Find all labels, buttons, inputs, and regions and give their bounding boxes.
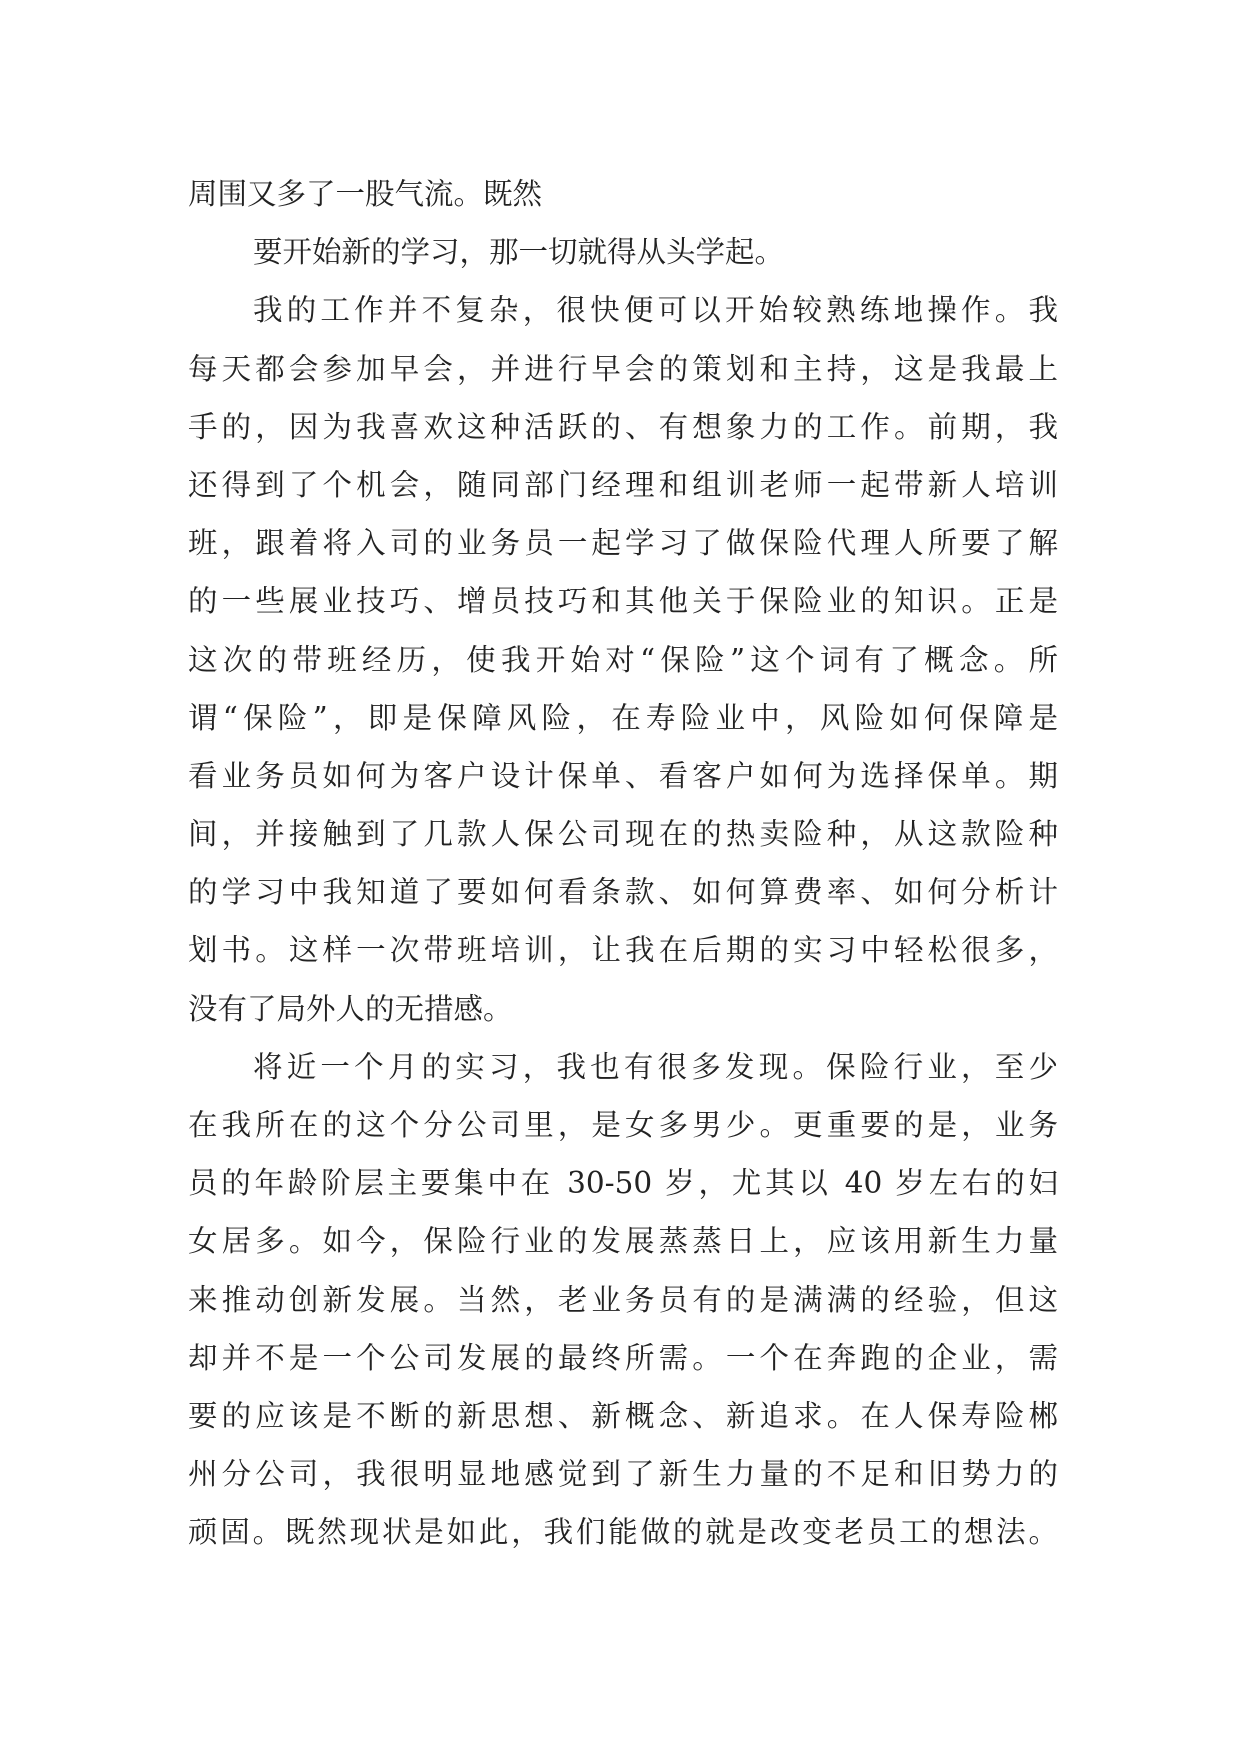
text-line: 的学习中我知道了要如何看条款、如何算费率、如何分析计 — [188, 875, 1058, 910]
text-line: 看业务员如何为客户设计保单、看客户如何为选择保单。期 — [188, 758, 1058, 793]
text-line: 手的，因为我喜欢这种活跃的、有想象力的工作。前期，我 — [188, 409, 1058, 444]
document-body — [188, 165, 1058, 1562]
text-line: 来推动创新发展。当然，老业务员有的是满满的经验，但这 — [188, 1282, 1058, 1317]
text-line: 每天都会参加早会，并进行早会的策划和主持，这是我最上 — [188, 351, 1058, 386]
text-line: 州分公司，我很明显地感觉到了新生力量的不足和旧势力的 — [188, 1457, 1058, 1492]
text-line: 将近一个月的实习，我也有很多发现。保险行业，至少 — [253, 1049, 1058, 1084]
text-line: 周围又多了一股气流。既然 — [188, 177, 543, 211]
text-line: 在我所在的这个分公司里，是女多男少。更重要的是，业务 — [188, 1108, 1058, 1142]
text-line: 划书。这样一次带班培训，让我在后期的实习中轻松很多， — [188, 933, 1058, 968]
text-line: 没有了局外人的无措感。 — [188, 991, 513, 1026]
text-line: 谓“保险”，即是保障风险，在寿险业中，风险如何保障是 — [188, 700, 1058, 735]
text-line: 员的年龄阶层主要集中在 30-50 岁，尤其以 40 岁左右的妇 — [188, 1166, 1058, 1201]
text-line: 顽固。既然现状是如此，我们能做的就是改变老员工的想法。 — [188, 1515, 1058, 1550]
text-line: 要的应该是不断的新思想、新概念、新追求。在人保寿险郴 — [188, 1398, 1058, 1433]
text-line: 女居多。如今，保险行业的发展蒸蒸日上，应该用新生力量 — [188, 1224, 1058, 1259]
text-line: 这次的带班经历，使我开始对“保险”这个词有了概念。所 — [188, 642, 1058, 677]
text-line: 还得到了个机会，随同部门经理和组训老师一起带新人培训 — [188, 467, 1058, 502]
text-line: 要开始新的学习，那一切就得从头学起。 — [253, 235, 785, 270]
text-line: 的一些展业技巧、增员技巧和其他关于保险业的知识。正是 — [188, 584, 1058, 619]
text-line: 却并不是一个公司发展的最终所需。一个在奔跑的企业，需 — [188, 1340, 1058, 1375]
text-line: 间，并接触到了几款人保公司现在的热卖险种，从这款险种 — [188, 817, 1058, 852]
text-line: 我的工作并不复杂，很快便可以开始较熟练地操作。我 — [253, 293, 1058, 328]
text-line: 班，跟着将入司的业务员一起学习了做保险代理人所要了解 — [188, 526, 1058, 561]
